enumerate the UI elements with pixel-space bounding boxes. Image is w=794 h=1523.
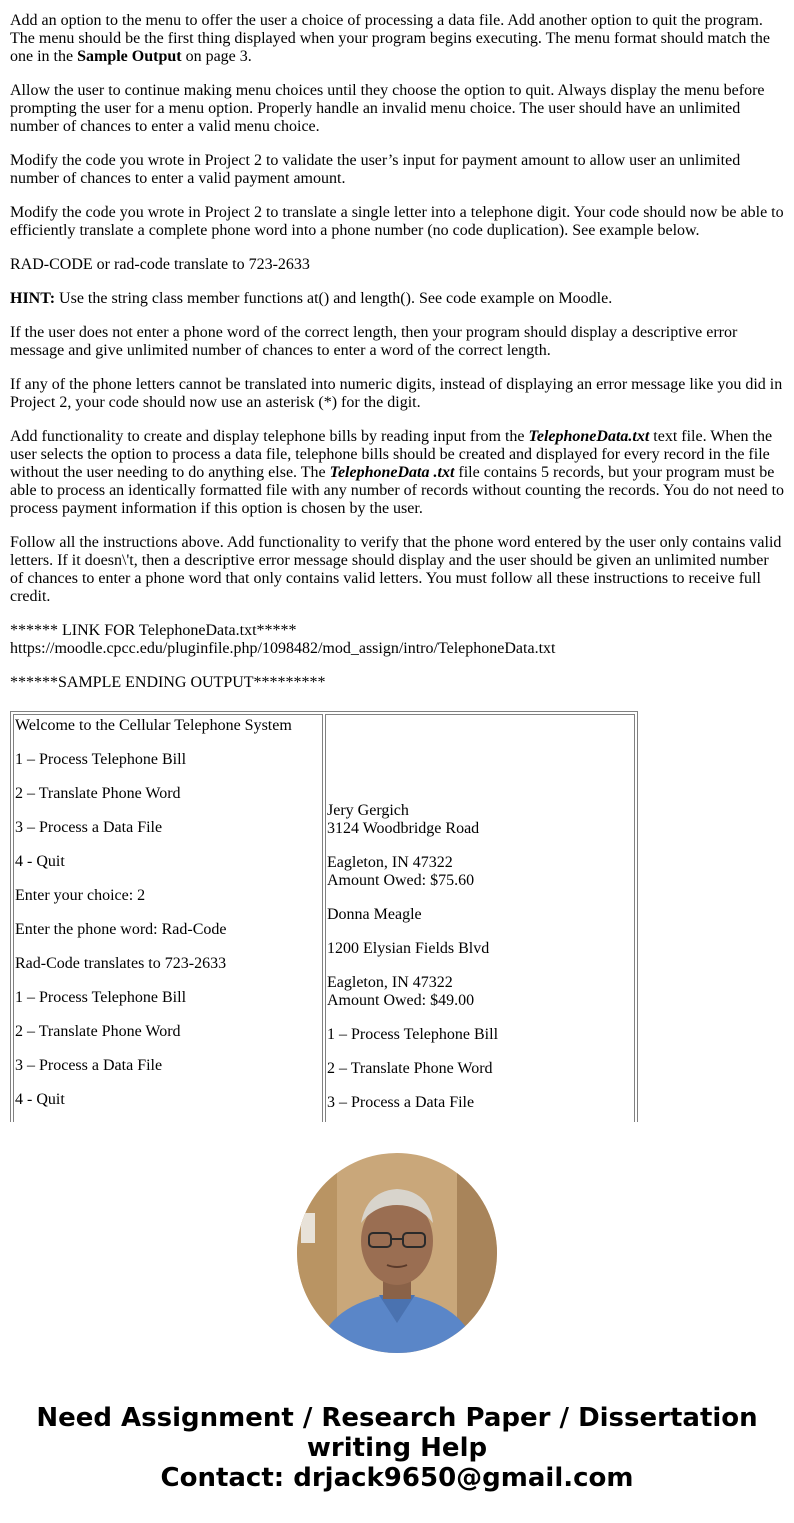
paragraph-example: RAD-CODE or rad-code translate to 723-2633 [10, 256, 310, 273]
paragraph-phone-word: Modify the code you wrote in Project 2 to translate a single letter into a telephone digit. Your code should now be able to efficiently translate a complete phone word into a phone number (no code duplication). See example below. [10, 204, 784, 239]
bill-address: 1200 Elysian Fields Blvd [327, 940, 490, 957]
paragraph-length-check: If the user does not enter a phone word of the correct length, then your program should display a descriptive error message and give unlimited number of chances to enter a word of the correct length. [10, 324, 738, 359]
console-line: Enter your choice: 2 [15, 887, 146, 904]
promo-banner [0, 1403, 794, 1493]
sample-output-reference: Sample Output [77, 48, 182, 65]
console-line: 2 – Translate Phone Word [15, 1023, 181, 1040]
sample-output-table [10, 711, 638, 1122]
hint-label: HINT: [10, 290, 56, 307]
paragraph-valid-letters: Follow all the instructions above. Add functionality to verify that the phone word entered by the user only contains valid letters. If it doesn\'t, then a descriptive error message should display and the user should be given an unlimited number of chances to enter a phone word that only contains valid letters. You must follow all these instructions to receive full credit. [10, 534, 782, 605]
sample-output-heading: ******SAMPLE ENDING OUTPUT********* [10, 674, 326, 691]
table-row [13, 714, 635, 1122]
console-line: 2 – Translate Phone Word [327, 1060, 493, 1077]
bill-amount-owed: Amount Owed: $49.00 [327, 992, 475, 1009]
paragraph-menu-loop: Allow the user to continue making menu choices until they choose the option to quit. Always display the menu before prompting the user for a menu option. Properly handle an invalid menu choice. The user should have an unlimited number of chances to enter a valid menu choice. [10, 82, 765, 135]
avatar-background-switch [301, 1213, 315, 1243]
paragraph-payment-validation: Modify the code you wrote in Project 2 to validate the user’s input for payment amount to allow user an unlimited number of chances to enter a valid payment amount. [10, 152, 741, 187]
console-line: 3 – Process a Data File [15, 819, 163, 836]
bill-name: Jery Gergich [327, 802, 409, 819]
paragraph-text: Add functionality to create and display telephone bills by reading input from the [10, 428, 529, 445]
paragraph-asterisk: If any of the phone letters cannot be translated into numeric digits, instead of displaying an error message like you did in Project 2, your code should now use an asterisk (*) for the digit. [10, 376, 783, 411]
hint-text: Use the string class member functions at() and length(). See code example on Moodle. [55, 290, 613, 307]
console-line: 4 - Quit [15, 1091, 65, 1108]
sample-output-left-cell [13, 714, 323, 1122]
console-line: 4 - Quit [15, 853, 65, 870]
tutor-avatar [297, 1153, 497, 1353]
sample-output-table-wrapper [10, 711, 638, 1122]
paragraph-text: Add an option to the menu to offer the user a choice of processing a data file. Add another option to quit the program. The menu should be the first thing displayed when your program begins executing. The menu format should match the one in the [10, 12, 770, 65]
bill-address: 3124 Woodbridge Road [327, 820, 480, 837]
promo-contact: Contact: drjack9650@gmail.com [160, 1463, 634, 1493]
console-line: Rad-Code translates to 723-2633 [15, 955, 227, 972]
paragraph-menu-option [10, 12, 786, 66]
avatar-background-panel [457, 1153, 497, 1353]
filename-telephone-data: TelephoneData .txt [329, 464, 455, 481]
filename-telephone-data: TelephoneData.txt [528, 428, 650, 445]
promo-line: Need Assignment / Research Paper / Dissertation [36, 1403, 758, 1433]
promo-line: writing Help [306, 1433, 488, 1463]
bill-name: Donna Meagle [327, 906, 422, 923]
console-line: Enter the phone word: Rad-Code [15, 921, 227, 938]
paragraph-hint [10, 290, 786, 308]
console-line: 2 – Translate Phone Word [15, 785, 181, 802]
bill-city: Eagleton, IN 47322 [327, 854, 453, 871]
link-label: ****** LINK FOR TelephoneData.txt***** [10, 622, 297, 639]
assignment-instructions [10, 12, 786, 708]
console-line: 1 – Process Telephone Bill [327, 1026, 499, 1043]
cell-spacer [327, 716, 633, 802]
console-line: 1 – Process Telephone Bill [15, 751, 187, 768]
bill-amount-owed: Amount Owed: $75.60 [327, 872, 475, 889]
console-line: 3 – Process a Data File [327, 1094, 475, 1111]
bill-city: Eagleton, IN 47322 [327, 974, 453, 991]
paragraph-link [10, 622, 786, 658]
paragraph-text: on page 3. [181, 48, 252, 65]
paragraph-text: text file. When the user selects the option to process a data file, telephone bills should be created and displayed for every record in the file without the user needing to do anything else. The [10, 428, 773, 481]
paragraph-text: file contains 5 records, but your program must be able to process an identically formatted file with any number of records without counting the records. You do not need to process payment information if this option is chosen by the user. [10, 464, 785, 517]
console-line: 3 – Process a Data File [15, 1057, 163, 1074]
console-line: Welcome to the Cellular Telephone System [15, 717, 292, 734]
avatar-portrait [297, 1153, 497, 1353]
console-line: 1 – Process Telephone Bill [15, 989, 187, 1006]
avatar-background-panel [297, 1153, 337, 1353]
data-file-link[interactable]: https://moodle.cpcc.edu/pluginfile.php/1098482/mod_assign/intro/TelephoneData.txt [10, 640, 556, 657]
sample-output-right-cell [325, 714, 635, 1122]
paragraph-data-file [10, 428, 786, 518]
